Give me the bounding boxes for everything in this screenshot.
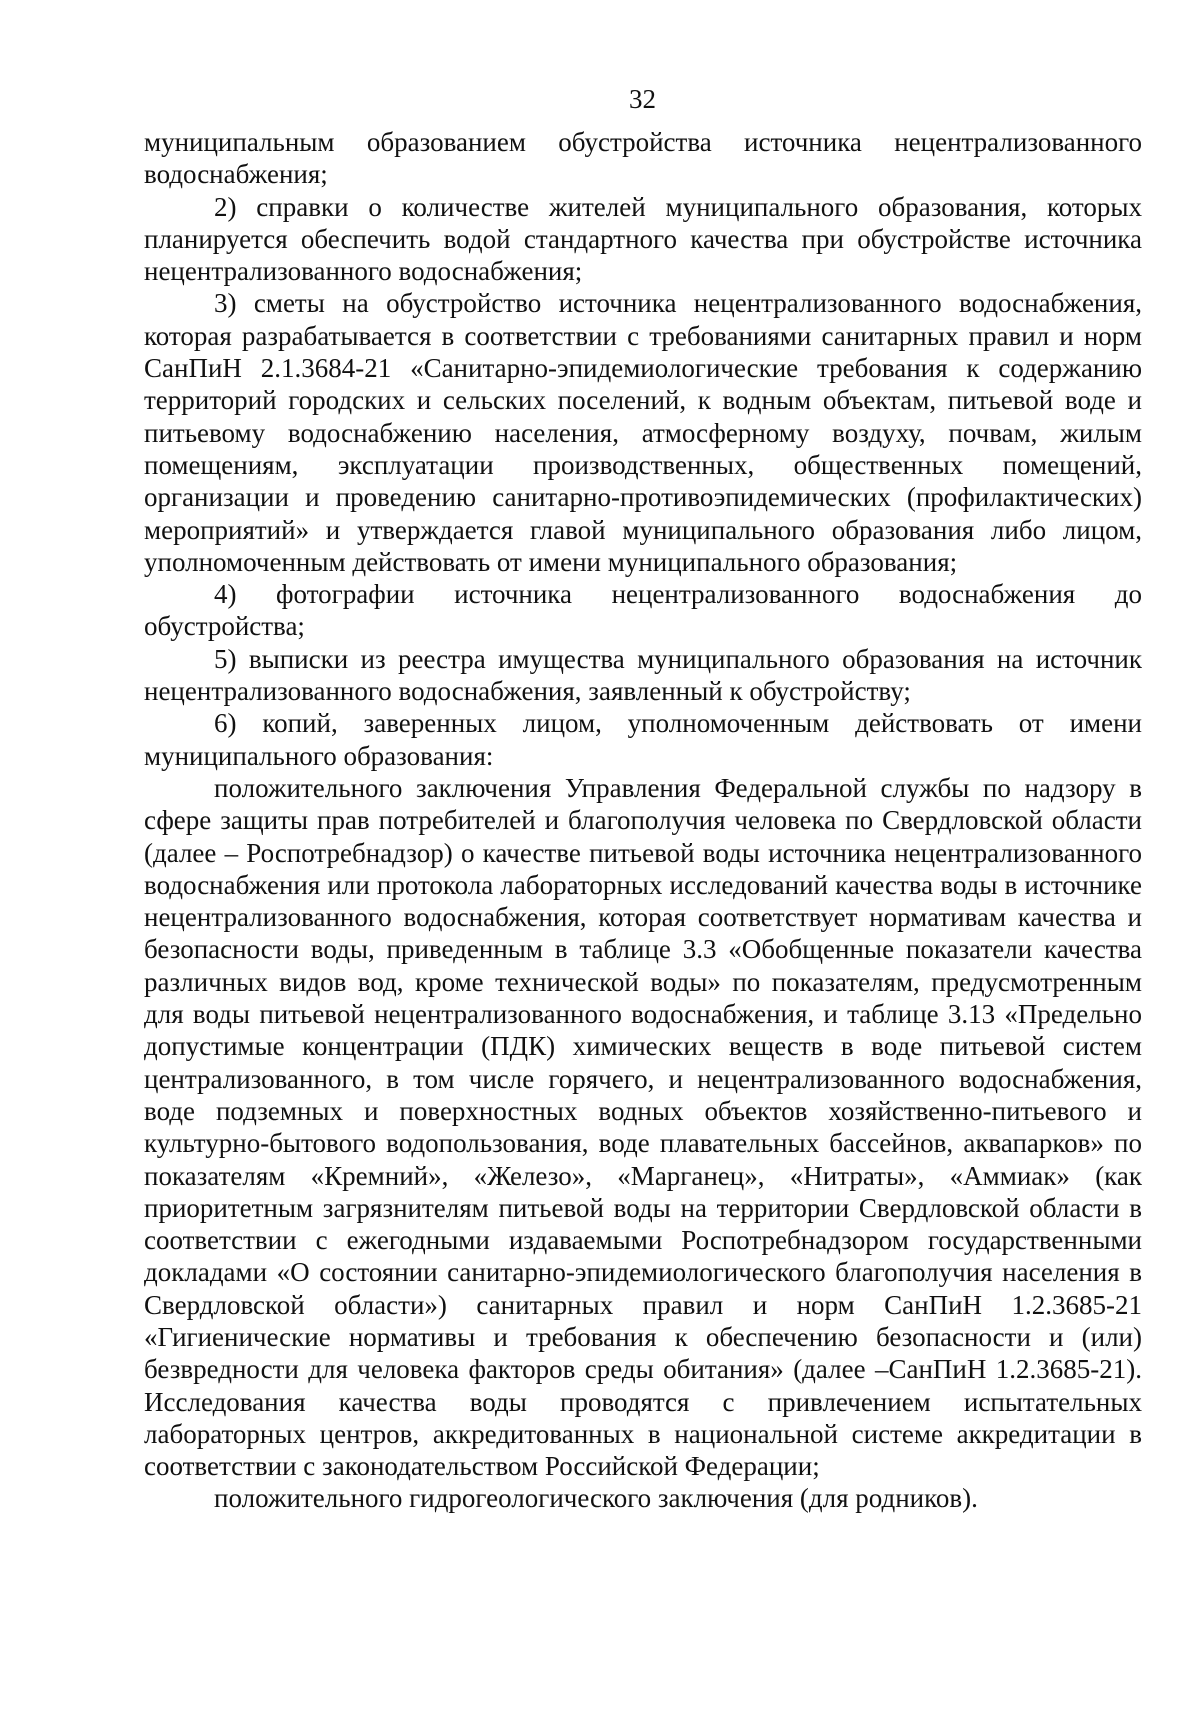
paragraph-sanitary-conclusion: положительного заключения Управления Федеральной службы по надзору в сфере защиты прав потребителей и благополучия человека по Свердловской области (далее – Роспотребнадзор) о качестве питьевой воды источника нецентрализованного водоснабжения или протокола лабораторных исследований качества воды в источнике нецентрализованного водоснабжения, которая соответствует нормативам качества и безопасности воды, приведенным в таблице 3.3 «Обобщенные показатели качества различных видов вод, кроме технической воды» по показателям, предусмотренным для воды питьевой нецентрализованного водоснабжения, и таблице 3.13 «Предельно допустимые концентрации (ПДК) химических веществ в воде питьевой систем централизованного, в том числе горячего, и нецентрализованного водоснабжения, воде подземных и поверхностных водных объектов хозяйственно-питьевого и культурно-бытового водопользования, воде плавательных бассейнов, аквапарков» по показателям «Кремний», «Железо», «Марганец», «Нитраты», «Аммиак» (как приоритетным загрязнителям питьевой воды на территории Свердловской области в соответствии с ежегодными издаваемыми Роспотребнадзором государственными докладами «О состоянии санитарно-эпидемиологического благополучия населения в Свердловской области») санитарных правил и норм СанПиН 1.2.3685-21 «Гигиенические нормативы и требования к обеспечению безопасности и (или) безвредности для человека факторов среды обитания» (далее –СанПиН 1.2.3685-21). Исследования качества воды проводятся с привлечением испытательных лабораторных центров, аккредитованных в национальной системе аккредитации в соответствии с законодательством Российской Федерации; xyxy=(144,772,1142,1482)
page-number: 32 xyxy=(629,84,656,114)
paragraph-hydrogeological-conclusion: положительного гидрогеологического заключения (для родников). xyxy=(214,1483,978,1514)
paragraph-item-4: 4) фотографии источника нецентрализованного водоснабжения до обустройства; xyxy=(144,579,1142,642)
document-body xyxy=(144,126,1142,1515)
paragraph-item-6: 6) копий, заверенных лицом, уполномоченным действовать от имени муниципального образования: xyxy=(144,708,1142,771)
paragraph-item-5: 5) выписки из реестра имущества муниципального образования на источник нецентрализованного водоснабжения, заявленный к обустройству; xyxy=(144,643,1142,707)
paragraph-item-2: 2) справки о количестве жителей муниципального образования, которых планируется обеспечить водой стандартного качества при обустройстве источника нецентрализованного водоснабжения; xyxy=(144,191,1142,287)
paragraph-continuation: муниципальным образованием обустройства источника нецентрализованного водоснабжения; xyxy=(144,127,1142,190)
paragraph-item-3: 3) сметы на обустройство источника нецентрализованного водоснабжения, которая разрабатывается в соответствии с требованиями санитарных правил и норм СанПиН 2.1.3684-21 «Санитарно-эпидемиологические требования к содержанию территорий городских и сельских поселений, к водным объектам, питьевой воде и питьевому водоснабжению населения, атмосферному воздуху, почвам, жилым помещениям, эксплуатации производственных, общественных помещений, организации и проведению санитарно-противоэпидемических (профилактических) мероприятий» и утверждается главой муниципального образования либо лицом, уполномоченным действовать от имени муниципального образования; xyxy=(144,288,1142,577)
